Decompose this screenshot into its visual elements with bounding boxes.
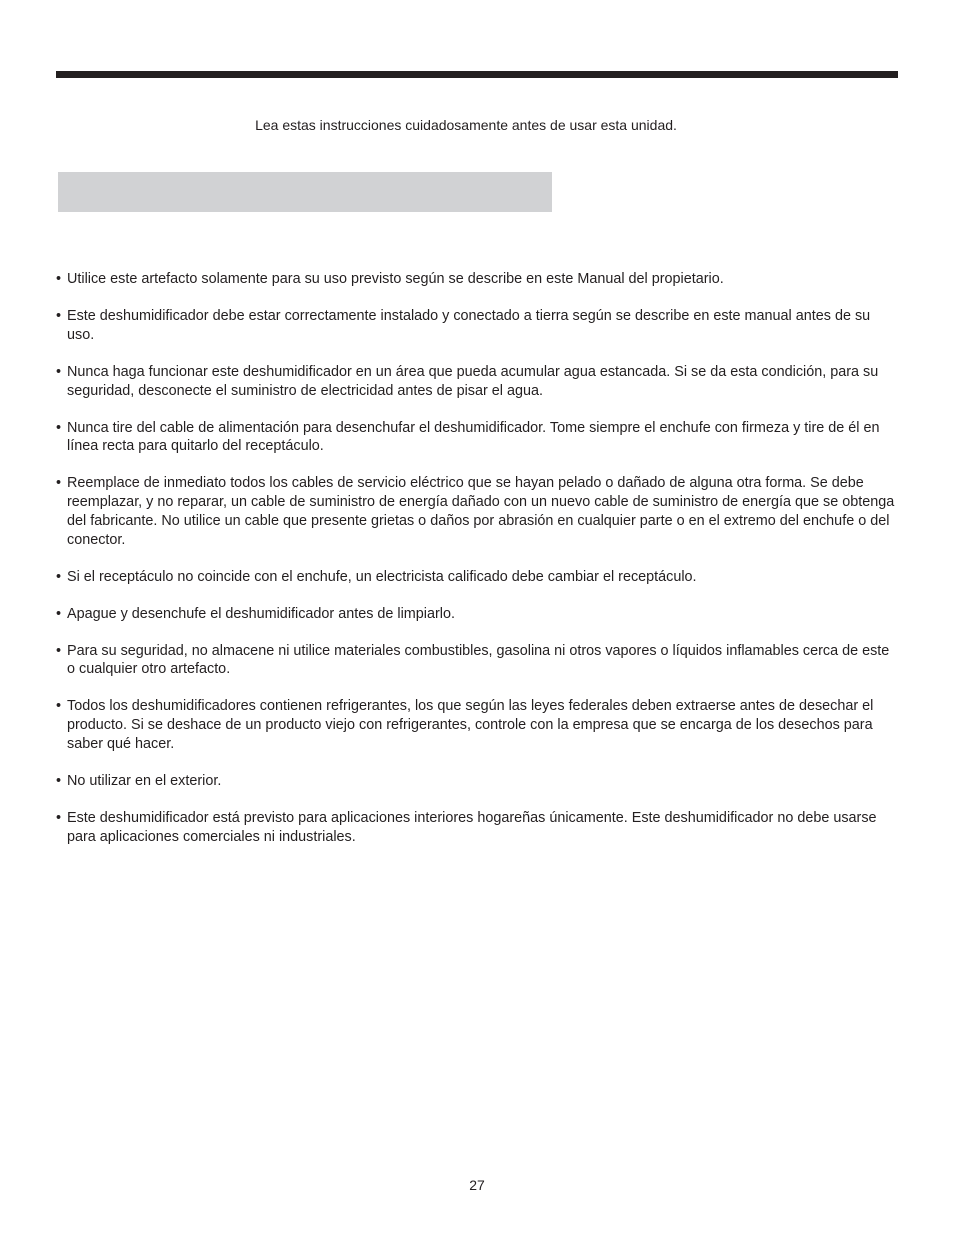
bullet-icon: •: [56, 698, 62, 715]
list-item-text: Todos los deshumidificadores contienen refrigerantes, los que según las leyes federales deben extraerse antes de desechar el producto. Si se deshace de un producto viejo con refrigerantes, controle con la empresa que se encarga de los desechos para saber qué hacer.: [67, 698, 874, 753]
bullet-icon: •: [56, 419, 62, 436]
list-item-text: Este deshumidificador está previsto para aplicaciones interiores hogareñas únicamente. Este deshumidificador no debe usarse para aplicaciones comerciales ni industriales.: [67, 810, 877, 845]
list-item: [56, 605, 898, 624]
list-item: [56, 474, 898, 549]
top-rule: [56, 71, 898, 78]
bullet-icon: •: [56, 773, 62, 790]
list-item-text: Para su seguridad, no almacene ni utilice materiales combustibles, gasolina ni otros vapores o líquidos inflamables cerca de este o cualquier otro artefacto.: [67, 642, 890, 678]
list-item: [56, 270, 898, 289]
list-item-text: Utilice este artefacto solamente para su uso previsto según se describe en este Manual del propietario.: [67, 271, 724, 287]
list-item: [56, 363, 898, 401]
bullet-icon: •: [56, 810, 62, 827]
list-item-text: No utilizar en el exterior.: [67, 773, 222, 790]
list-item-text: Este deshumidificador debe estar correctamente instalado y conectado a tierra según se describe en este manual antes de su uso.: [67, 307, 871, 343]
bullet-icon: •: [56, 642, 62, 659]
safety-list: [56, 270, 898, 865]
list-item: [56, 568, 898, 587]
bullet-icon: •: [56, 605, 62, 622]
intro-text: Lea estas instrucciones cuidadosamente antes de usar esta unidad.: [255, 117, 677, 133]
list-item-text: Apague y desenchufe el deshumidificador antes de limpiarlo.: [67, 605, 455, 622]
list-item-text: Reemplace de inmediato todos los cables de servicio eléctrico que se hayan pelado o dañado de alguna otra forma. Se debe reemplazar, y no reparar, un cable de suministro de energía dañado con un nuevo cable de suministro de energía que se obtenga del fabricante. No utilice un cable que presente grietas o daños por abrasión en cualquier parte o en el extremo del enchufe o del conector.: [67, 475, 895, 548]
list-item-text: Si el receptáculo no coincide con el enchufe, un electricista calificado debe cambiar el receptáculo.: [67, 568, 697, 585]
list-item: [56, 772, 898, 791]
bullet-icon: •: [56, 568, 62, 585]
list-item: [56, 419, 898, 457]
bullet-icon: •: [56, 307, 62, 324]
list-item-text: Nunca tire del cable de alimentación para desenchufar el deshumidificador. Tome siempre el enchufe con firmeza y tire de él en línea recta para quitarlo del receptáculo.: [67, 419, 880, 455]
bullet-icon: •: [56, 363, 62, 380]
list-item: [56, 307, 898, 345]
list-item: [56, 809, 898, 847]
list-item: [56, 697, 898, 753]
section-header-bar: [58, 172, 552, 212]
list-item: [56, 642, 898, 680]
bullet-icon: •: [56, 271, 62, 287]
page-number: 27: [469, 1177, 485, 1193]
bullet-icon: •: [56, 475, 62, 492]
list-item-text: Nunca haga funcionar este deshumidificador en un área que pueda acumular agua estancada. Si se da esta condición, para su seguridad, desconecte el suministro de electricidad antes de pisar el agua.: [67, 363, 879, 399]
